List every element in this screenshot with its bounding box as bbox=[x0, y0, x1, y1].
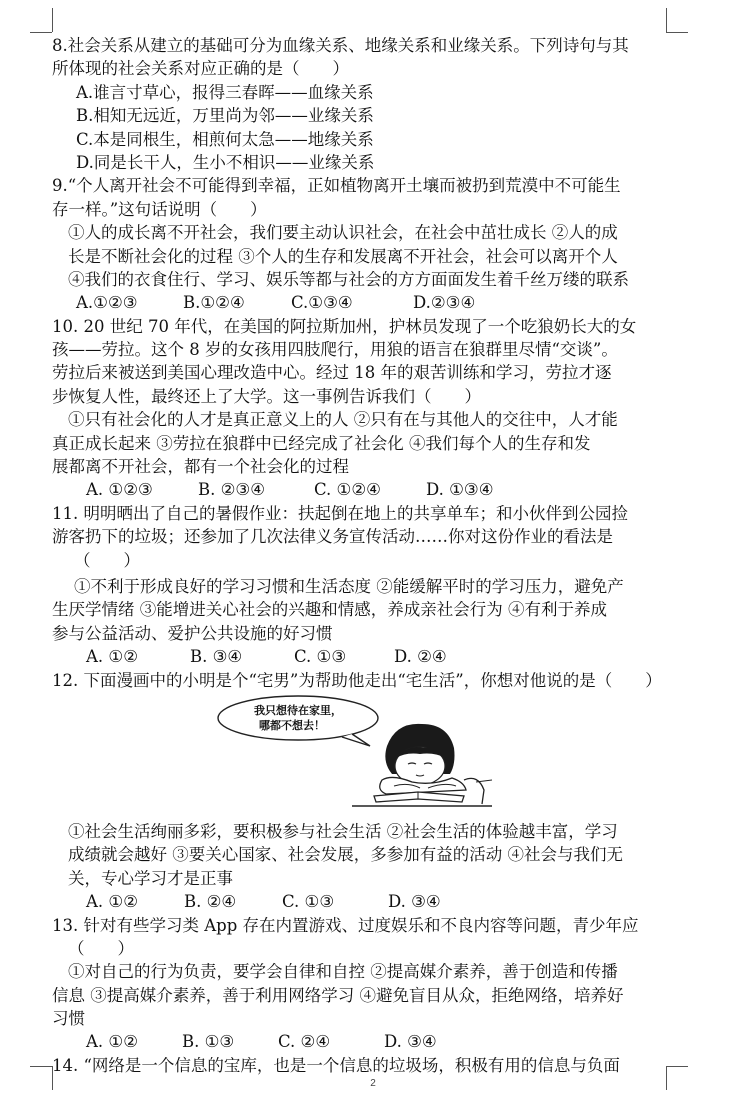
cartoon-stay-home-boy bbox=[52, 694, 666, 816]
question-stem: 劳拉后来被送到美国心理改造中心。经过 18 年的艰苦训练和学习，劳拉才逐 bbox=[52, 363, 612, 383]
question-stem: 孩——劳拉。这个 8 岁的女孩用四肢爬行，用狼的语言在狼群里尽情“交谈”。 bbox=[52, 340, 618, 360]
option-a: A. ①② bbox=[86, 647, 138, 667]
statement-line: 长是不断社会化的过程 ③个人的生存和发展离不开社会，社会可以离开个人 bbox=[68, 246, 618, 266]
options-row bbox=[52, 291, 666, 314]
question-12 bbox=[52, 669, 666, 914]
exam-content bbox=[52, 34, 666, 1077]
question-11 bbox=[52, 502, 666, 669]
option-a: A.①②③ bbox=[76, 293, 138, 313]
statement-line: 关，专心学习才是正事 bbox=[68, 868, 233, 888]
question-stem: 9.“个人离开社会不可能得到幸福，正如植物离开土壤而被扔到荒漠中不可能生 bbox=[52, 176, 621, 196]
question-stem: （ ） bbox=[74, 550, 140, 570]
question-stem: 步恢复人性，最终还上了大学。这一事例告诉我们（ ） bbox=[52, 386, 481, 406]
statement-line: ①只有社会化的人才是真正意义上的人 ②只有在与其他人的交往中，人才能 bbox=[68, 410, 618, 430]
statement-line: 展都离不开社会，都有一个社会化的过程 bbox=[52, 457, 349, 477]
option-d: D.②③④ bbox=[413, 293, 476, 313]
option-c: C. ①②④ bbox=[314, 480, 381, 500]
question-13 bbox=[52, 914, 666, 1054]
question-stem: 8.社会关系从建立的基础可分为血缘关系、地缘关系和业缘关系。下列诗句与其 bbox=[52, 36, 629, 55]
options-row bbox=[52, 1030, 666, 1053]
statement-line: 成绩就会越好 ③要关心国家、社会发展，多参加有益的活动 ④社会与我们无 bbox=[68, 845, 623, 865]
question-stem: 10. 20 世纪 70 年代，在美国的阿拉斯加州，护林员发现了一个吃狼奶长大的女 bbox=[52, 316, 637, 336]
statement-line: ①对自己的行为负责，要学会自律和自控 ②提高媒介素养，善于创造和传播 bbox=[68, 962, 618, 982]
option-d: D.同是长干人，生小不相识——业缘关系 bbox=[76, 152, 375, 172]
option-d: D. ③④ bbox=[388, 892, 441, 912]
question-8 bbox=[52, 34, 666, 174]
options-row bbox=[52, 478, 666, 501]
option-d: D. ①③④ bbox=[426, 480, 494, 500]
question-stem: 13. 针对有些学习类 App 存在内置游戏、过度娱乐和不良内容等问题，青少年应 bbox=[52, 915, 639, 935]
question-stem: 游客扔下的垃圾；还参加了几次法律义务宣传活动……你对这份作业的看法是 bbox=[52, 527, 613, 547]
question-stem: 11. 明明晒出了自己的暑假作业：扶起倒在地上的共享单车；和小伙伴到公园捡 bbox=[52, 503, 628, 523]
crop-mark-top-left-v bbox=[52, 8, 53, 32]
option-a: A.谁言寸草心，报得三春晖——血缘关系 bbox=[76, 82, 374, 102]
options-row bbox=[52, 645, 666, 668]
crop-mark-bottom-right-h bbox=[666, 1066, 688, 1067]
option-b: B.相知无远近，万里尚为邻——业缘关系 bbox=[76, 106, 374, 126]
statement-line: 习惯 bbox=[52, 1009, 85, 1029]
option-a: A. ①②③ bbox=[86, 480, 153, 500]
speech-bubble-line-2: 哪都不想去！ bbox=[259, 718, 325, 732]
question-stem: 所体现的社会关系对应正确的是（ ） bbox=[52, 59, 349, 79]
crop-mark-top-right-v bbox=[666, 8, 667, 32]
option-b: B. ③④ bbox=[190, 647, 243, 667]
cartoon-illustration bbox=[52, 694, 666, 816]
option-b: B. ①③ bbox=[182, 1032, 235, 1052]
crop-mark-top-right-h bbox=[666, 32, 688, 33]
crop-mark-top-left-h bbox=[30, 32, 52, 33]
option-b: B. ②③④ bbox=[198, 480, 265, 500]
question-stem: （ ） bbox=[68, 938, 134, 958]
question-stem: 12. 下面漫画中的小明是个“宅男”为帮助他走出“宅生活”，你想对他说的是（ ） bbox=[52, 670, 662, 690]
crop-mark-bottom-left-h bbox=[30, 1066, 52, 1067]
option-b: B. ②④ bbox=[184, 892, 237, 912]
options-row bbox=[52, 890, 666, 913]
statement-line: ①人的成长离不开社会，我们要主动认识社会，在社会中茁壮成长 ②人的成 bbox=[68, 223, 618, 243]
speech-bubble-line-1: 我只想待在家里， bbox=[254, 703, 342, 717]
option-a: A. ①② bbox=[86, 1032, 138, 1052]
option-c: C. ①③ bbox=[282, 892, 335, 912]
statement-line: ④我们的衣食住行、学习、娱乐等都与社会的方方面面发生着千丝万缕的联系 bbox=[68, 269, 629, 289]
question-stem: 14. “网络是一个信息的宝库，也是一个信息的垃圾场，积极有用的信息与负面 bbox=[52, 1055, 620, 1075]
option-c: C.①③④ bbox=[291, 293, 353, 313]
option-c: C. ②④ bbox=[278, 1032, 331, 1052]
statement-line: 真正成长起来 ③劳拉在狼群中已经完成了社会化 ④我们每个人的生存和发 bbox=[52, 433, 591, 453]
question-9 bbox=[52, 174, 666, 314]
option-d: D. ②④ bbox=[394, 647, 447, 667]
option-d: D. ③④ bbox=[384, 1032, 437, 1052]
question-14 bbox=[52, 1054, 666, 1077]
statement-line: 参与公益活动、爱护公共设施的好习惯 bbox=[52, 623, 333, 643]
option-c: C.本是同根生，相煎何太急——地缘关系 bbox=[76, 129, 374, 149]
question-10 bbox=[52, 315, 666, 502]
statement-line: 信息 ③提高媒介素养，善于利用网络学习 ④避免盲目从众，拒绝网络，培养好 bbox=[52, 985, 624, 1005]
question-stem: 存一样。”这句话说明（ ） bbox=[52, 199, 267, 219]
option-a: A. ①② bbox=[86, 892, 138, 912]
option-b: B.①②④ bbox=[183, 293, 245, 313]
statement-line: ①社会生活绚丽多彩，要积极参与社会生活 ②社会生活的体验越丰富，学习 bbox=[68, 821, 618, 841]
option-c: C. ①③ bbox=[294, 647, 347, 667]
statement-line: 生厌学情绪 ③能增进关心社会的兴趣和情感，养成亲社会行为 ④有利于养成 bbox=[52, 600, 607, 620]
page-number: 2 bbox=[370, 1078, 376, 1089]
statement-line: ①不利于形成良好的学习习惯和生活态度 ②能缓解平时的学习压力，避免产 bbox=[74, 576, 624, 596]
